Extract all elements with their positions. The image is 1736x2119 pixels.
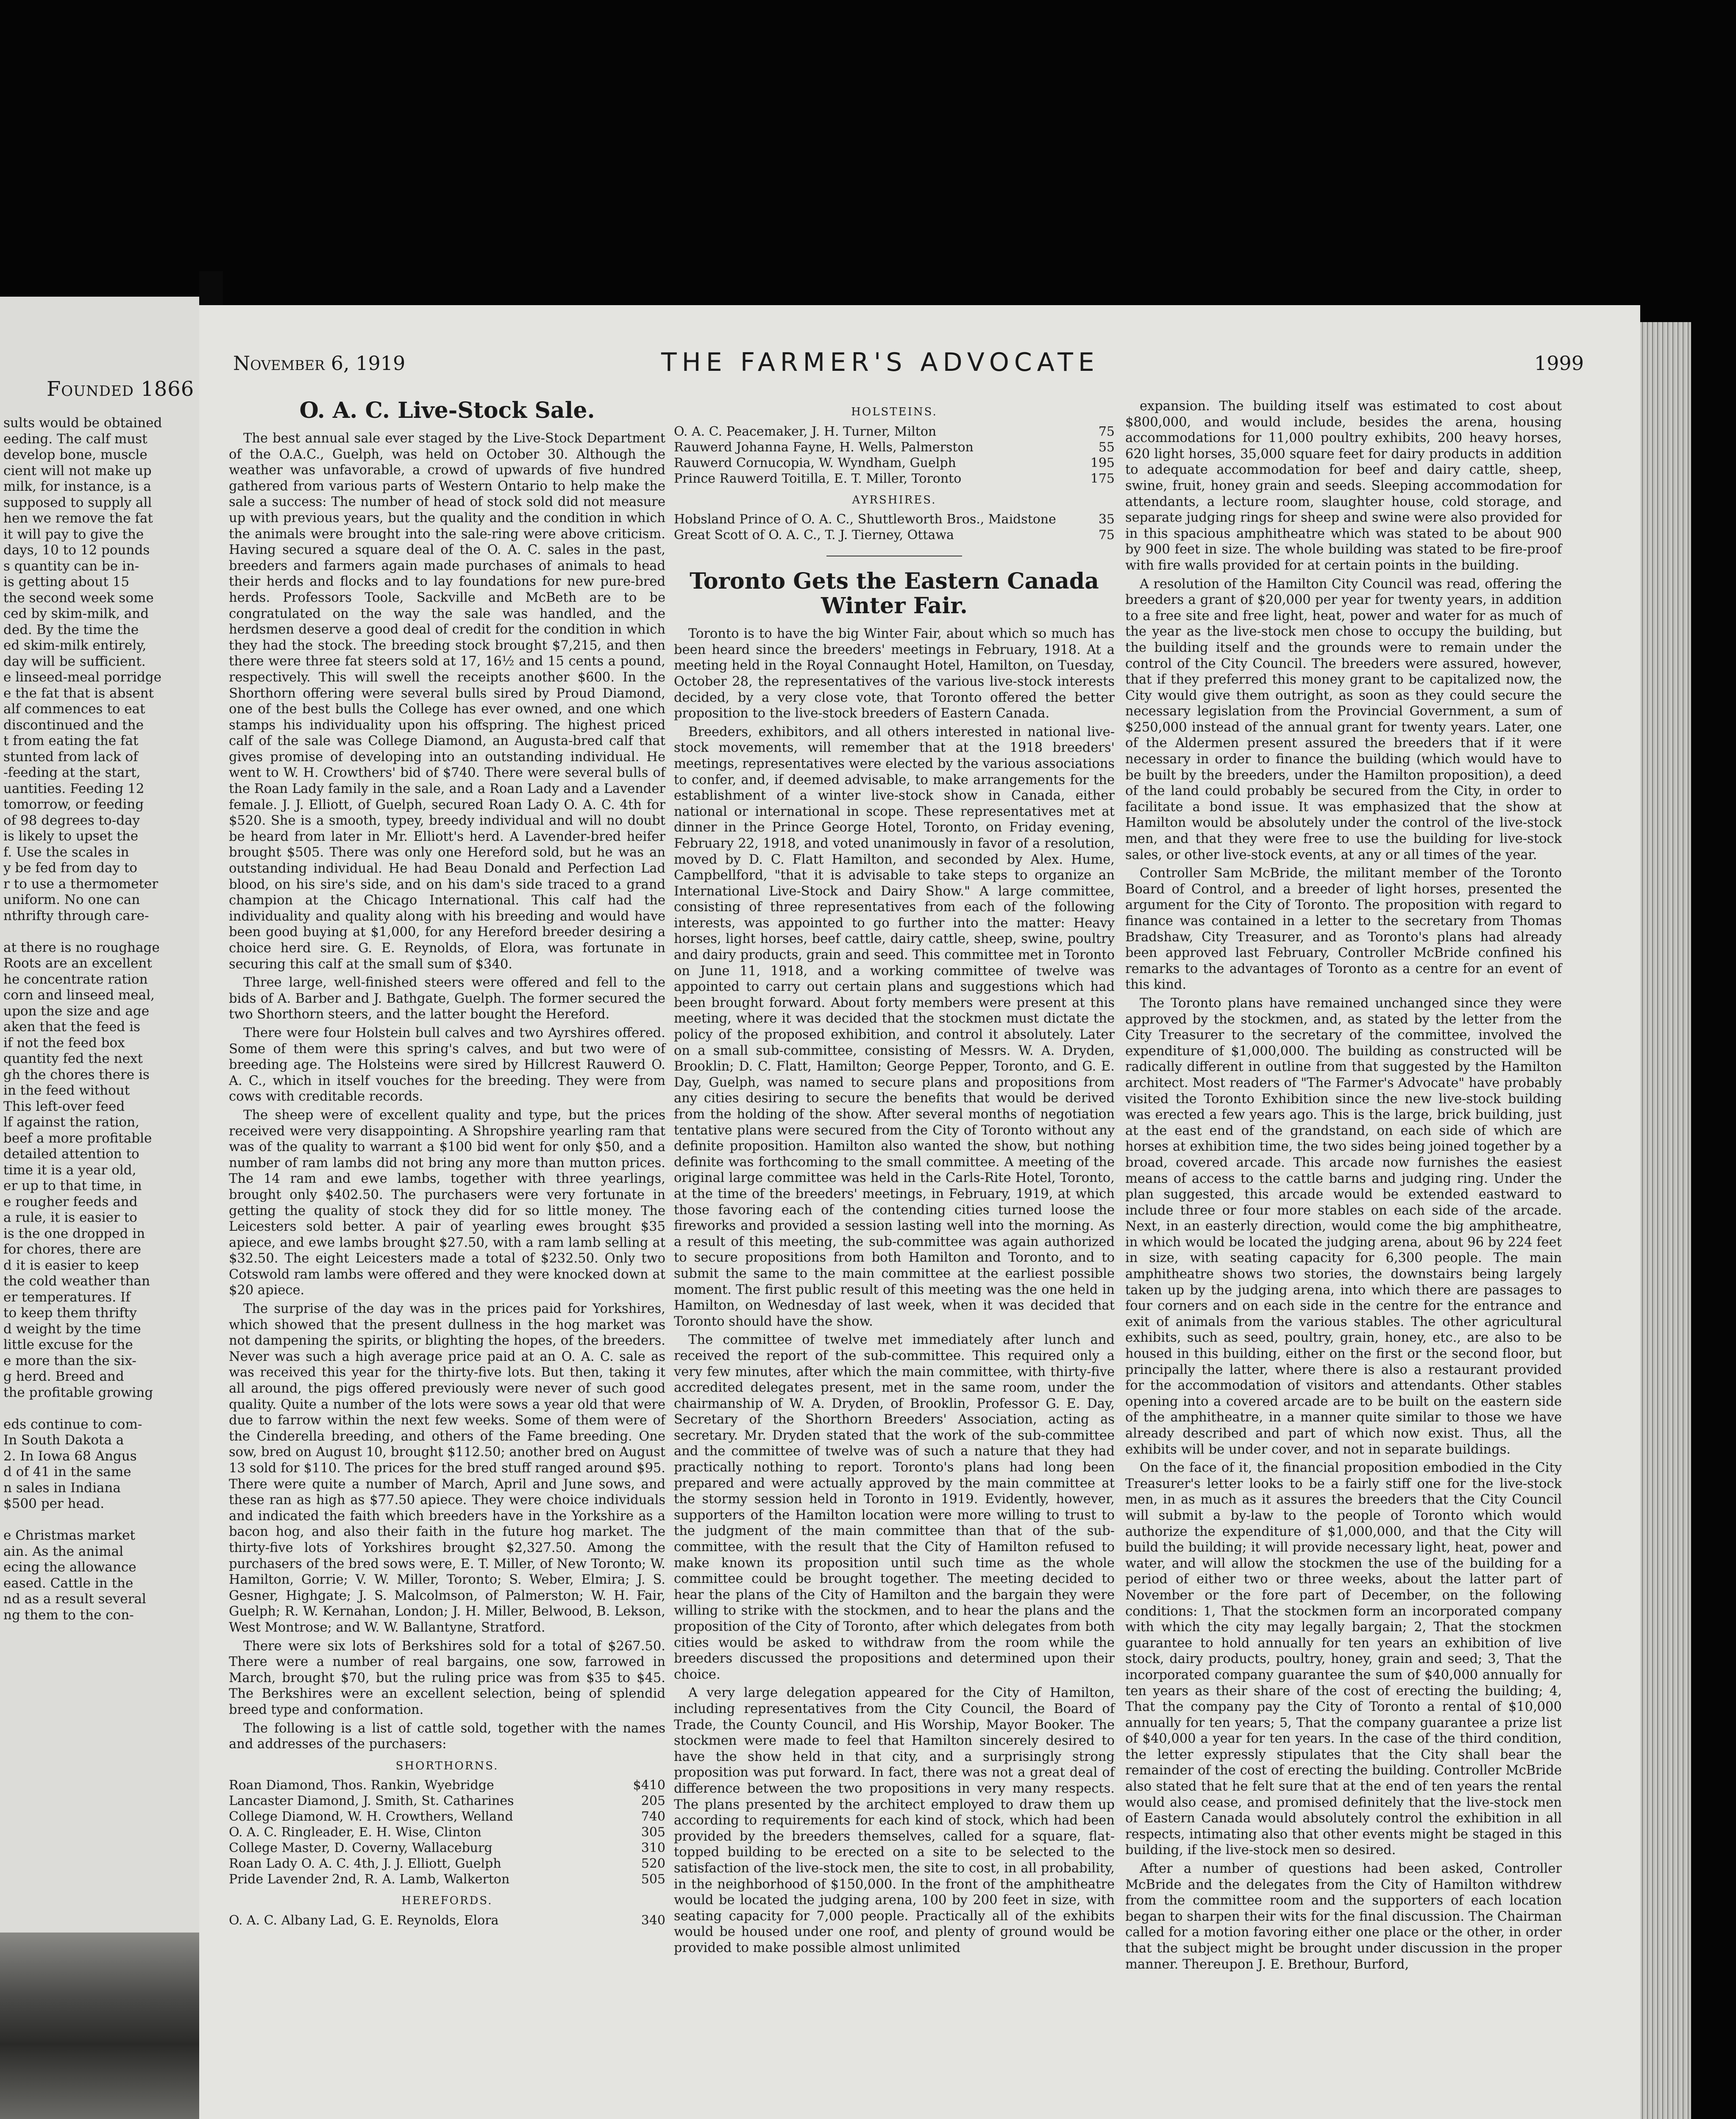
facing-page-line: er temperatures. If — [3, 1289, 131, 1305]
facing-page-line: er up to that time, in — [3, 1178, 142, 1193]
facing-page-line: if not the feed box — [3, 1035, 125, 1051]
facing-page-header: Founded 1866 — [47, 377, 195, 401]
holstein-sales-list — [674, 424, 1115, 487]
facing-page-line: ain. As the animal — [3, 1543, 123, 1559]
facing-page-line: e Christmas market — [3, 1528, 135, 1543]
facing-page-line: n sales in Indiana — [3, 1480, 121, 1496]
animal-and-buyer: Rauwerd Johanna Fayne, H. Wells, Palmerston — [674, 439, 974, 455]
sale-row — [229, 1809, 665, 1824]
facing-page-line: corn and linseed meal, — [3, 987, 155, 1003]
facing-page-line: quantity fed the next — [3, 1051, 143, 1066]
facing-page-line: alf commences to eat — [3, 701, 145, 717]
sale-row — [229, 1793, 665, 1809]
sale-price: 35 — [1098, 512, 1115, 527]
animal-and-buyer: Prince Rauwerd Toitilla, E. T. Miller, Toronto — [674, 471, 962, 486]
facing-page-line: uantities. Feeding 12 — [3, 781, 145, 796]
facing-page-line: ded. By the time the — [3, 622, 139, 637]
sale-row — [229, 1872, 665, 1887]
facing-page-line: lf against the ration, — [3, 1115, 139, 1130]
animal-and-buyer: O. A. C. Ringleader, E. H. Wise, Clinton — [229, 1825, 481, 1840]
animal-and-buyer: Lancaster Diamond, J. Smith, St. Catharines — [229, 1794, 514, 1809]
paragraph: expansion. The building itself was estimated to cost about $800,000, and would include, besides the arena, housing accommodations for 11,000 poultry exhibits, 200 heavy horses, 620 light horses, 35,000 square feet for dairy products in addition to adequate accommodation for beef and dairy cattle, sheep, swine, fruit, honey grain and seeds. Sleeping accommodation for attendants, a lecture room, slaughter house, cold storage, and separate judging rings for sheep and swine were also provided for in this spacious amphitheatre which was stated to be about 900 by 900 feet in size. The whole building was stated to be fire-proof with fire walls provided for at certain points in the building. — [1125, 399, 1562, 573]
shorthorns-heading: SHORTHORNS. — [395, 1759, 499, 1772]
sale-price: 175 — [1090, 471, 1115, 486]
facing-page-line: detailed attention to — [3, 1146, 139, 1162]
animal-and-buyer: Roan Diamond, Thos. Rankin, Wyebridge — [229, 1778, 494, 1793]
sale-price: 520 — [641, 1856, 665, 1872]
facing-page-line: d of 41 in the same — [3, 1464, 131, 1479]
facing-page-line: of 98 degrees to-day — [3, 812, 140, 828]
facing-page-line: supposed to supply all — [3, 495, 152, 510]
issue-date: November 6, 1919 — [233, 352, 406, 375]
column-2 — [674, 398, 1115, 1958]
sale-row — [674, 527, 1115, 543]
facing-page-line: the cold weather than — [3, 1274, 150, 1289]
facing-page-line: tomorrow, or feeding — [3, 797, 144, 812]
facing-page-line: This left-over feed — [3, 1098, 125, 1114]
sale-price: 75 — [1098, 528, 1115, 543]
facing-page-line: e linseed-meal porridge — [3, 670, 161, 685]
facing-page-line: f. Use the scales in — [3, 844, 129, 860]
sale-row — [674, 512, 1115, 527]
facing-page-line: ed skim-milk entirely, — [3, 638, 147, 653]
facing-page-line: g herd. Breed and — [3, 1369, 124, 1384]
sale-price: 505 — [641, 1872, 665, 1887]
facing-page-line: uniform. No one can — [3, 892, 140, 907]
facing-page-line: the second week some — [3, 590, 154, 606]
facing-page-line: in the feed without — [3, 1083, 130, 1098]
paragraph: The best annual sale ever staged by the Live-Stock Department of the O.A.C., Guelph, was held on October 30. Although the weather was unfavorable, a crowd of upwards of five hundred gathered from various parts of Western Ontario to help make the sale a success: The number of head of stock sold did not measure up with previous years, but the quality and the condition in which the animals were brought into the sale-ring were above criticism. Having secured a square deal of the O. A. C. sales in the past, breeders and farmers again made purchases of animals to head their herds and flocks and to lay foundations for new pure-bred herds. Professors Toole, Sackville and McBeth are to be congratulated on the way the sale was handled, and the herdsmen deserve a good deal of credit for the condition in which they had the stock. The breeding stock brought $7,215, and then there were three fat steers sold at 17, 16½ and 15 cents a pound, respectively. This will swell the receipts another $600. In the Shorthorn offering were several bulls sired by Proud Diamond, one of the best bulls the College has ever owned, and one which stamps his individuality upon his offspring. The highest priced calf of the sale was College Diamond, an Augusta-bred calf that gives promise of developing into an outstanding individual. He went to W. H. Crowthers' bid of $740. There were several bulls of the Roan Lady family in the sale, and a Roan Lady and a Lavender female. J. J. Elliott, of Guelph, secured Roan Lady O. A. C. 4th for $520. She is a smooth, typey, breedy individual and will no doubt be heard from later in Mr. Elliott's herd. A Lavender-bred heifer brought $505. There was only one Hereford sold, but he was an outstanding individual. He had Beau Donald and Perfection Lad blood, on his sire's side, and on his dam's side traced to a grand champion at the Chicago International. This calf had the individuality and quality along with his breeding and would have been good buying at $1,000, for any Hereford breeder desiring a choice herd sire. G. E. Reynolds, of Elora, was fortunate in securing this calf at the small sum of $340. — [229, 431, 665, 972]
article-body-toronto — [674, 626, 1115, 1956]
facing-page-line: sults would be obtained — [3, 415, 162, 431]
masthead-title: THE FARMER'S ADVOCATE — [661, 348, 1099, 377]
ayrshire-sales-list — [674, 512, 1115, 543]
facing-page-line: 2. In Iowa 68 Angus — [3, 1448, 137, 1464]
sale-price: $410 — [633, 1778, 665, 1793]
sale-price: 75 — [1098, 424, 1115, 439]
sale-row — [674, 424, 1115, 439]
animal-and-buyer: Hobsland Prince of O. A. C., Shuttleworth Bros., Maidstone — [674, 512, 1056, 527]
paragraph: The sheep were of excellent quality and type, but the prices received were very disappointing. A Shropshire yearling ram that was of the quality to warrant a $100 bid went for only $50, and a number of ram lambs did not bring any more than mutton prices. The 14 ram and ewe lambs, together with three yearlings, brought only $402.50. The purchasers were very fortunate in getting the quality of stock they did for so little money. The Leicesters sold better. A pair of yearling ewes brought $35 apiece, and ewe lambs brought $27.50, with a ram lamb selling at $32.50. The eight Leicesters made a total of $232.50. Only two Cotswold ram lambs were offered and they were knocked down at $20 apiece. — [229, 1107, 665, 1298]
facing-page-line: -feeding at the start, — [3, 765, 141, 780]
animal-and-buyer: Roan Lady O. A. C. 4th, J. J. Elliott, Guelph — [229, 1856, 501, 1872]
facing-page-line: d it is easier to keep — [3, 1257, 139, 1273]
paragraph: A resolution of the Hamilton City Council was read, offering the breeders a grant of $20,000 per year for twenty years, in addition to a free site and free light, heat, power and water for as much of the year as the live-stock men chose to occupy the building, but the building itself and the grounds were to remain under the control of the City Council. The breeders were assured, however, that if they preferred this money grant to be capitalized now, the City would give them outright, as soon as they could secure the necessary legislation from the Provincial Government, a sum of $250,000 instead of the annual grant for twenty years. Later, one of the Aldermen present assured the breeders that if it were necessary in order to finance the building (which would have to be built by the breeders, under the Hamilton proposition), a deed of the land could probably be secured from the City, in order to facilitate a bond issue. It was emphasized that the show at Hamilton would be absolutely under the control of the live-stock men, and that they were free to use the building for live-stock sales, or other live-stock events, at any or all times of the year. — [1125, 576, 1562, 862]
facing-page-line: a rule, it is easier to — [3, 1210, 137, 1225]
paragraph: Toronto is to have the big Winter Fair, about which so much has been heard since the breeders' meetings in February, 1918. At a meeting held in the Royal Connaught Hotel, Hamilton, on Tuesday, October 28, the representatives of the various live-stock interests decided, by a very close vote, that Toronto offered the better proposition to the live-stock breeders of Eastern Canada. — [674, 626, 1115, 721]
ayrshires-heading: AYRSHIRES. — [852, 493, 937, 506]
facing-page-line: milk, for instance, is a — [3, 479, 151, 494]
article-body-oac — [229, 431, 665, 1752]
article-body-toronto-continued — [1125, 398, 1562, 1972]
facing-page-line: little excuse for the — [3, 1337, 133, 1352]
column-3 — [1125, 398, 1562, 1975]
facing-page-line: t from eating the fat — [3, 733, 139, 748]
sale-row — [229, 1856, 665, 1872]
facing-page-line: aken that the feed is — [3, 1019, 140, 1034]
facing-page-line: he concentrate ration — [3, 971, 148, 987]
magazine-page — [199, 305, 1640, 2119]
animal-and-buyer: Pride Lavender 2nd, R. A. Lamb, Walkerton — [229, 1872, 510, 1887]
facing-page-line: Roots are an excellent — [3, 956, 152, 971]
facing-page-line: beef a more profitable — [3, 1130, 152, 1146]
sale-row — [229, 1777, 665, 1793]
facing-page-line: e more than the six- — [3, 1353, 136, 1368]
article-title-toronto-fair: Toronto Gets the Eastern Canada Winter Fair. — [690, 568, 1099, 619]
facing-page-line: s quantity can be in- — [3, 558, 139, 574]
paragraph: On the face of it, the financial proposition embodied in the City Treasurer's letter looks to be a fairly stiff one for the live-stock men, in as much as it assures the breeders that the City Council will submit a by-law to the people of Toronto which would authorize the expenditure of $1,000,000, and that the City will build the building; it will provide necessary light, heat, power and water, and will allow the stockmen the use of the building for a period of either two or three weeks, about the latter part of November or the fore part of December, on the following conditions: 1, That the stockmen form an incorporated company with which the city may legally bargain; 2, That the stockmen guarantee to hold annually for ten years an exhibition of live stock, dairy products, poultry, honey, grain and seed; 3, That the incorporated company guarantee the sum of $40,000 annually for ten years as their share of the cost of erecting the building; 4, That the company pay the City of Toronto a rental of $10,000 annually for ten years; 5, That the company guarantee a prize list of $40,000 a year for ten years. In the case of the third condition, the letter expressly stipulates that the City shall bear the remainder of the cost of erecting the building. Controller McBride also stated that he felt sure that at the end of ten years the rental would also cease, and promised definitely that the live-stock men of Eastern Canada would absolutely control the exhibition in all respects, intimating also that other events might be staged in this building, if the live-stock men so desired. — [1125, 1460, 1562, 1858]
sale-row — [229, 1913, 665, 1928]
facing-page-line: discontinued and the — [3, 717, 144, 733]
facing-page-line: eds continue to com- — [3, 1416, 142, 1432]
sale-price: 740 — [641, 1809, 665, 1824]
facing-page-line: days, 10 to 12 pounds — [3, 542, 150, 558]
sale-row — [229, 1840, 665, 1856]
facing-page-line: eased. Cattle in the — [3, 1575, 134, 1591]
paragraph: The committee of twelve met immediately after lunch and received the report of the sub-committee. This required only a very few minutes, after which the main committee, with thirty-five accredited delegates present, met in the same room, under the chairmanship of W. A. Dryden, of Brooklin, Professor G. E. Day, Secretary of the Shorthorn Breeders' Association, acting as secretary. Mr. Dryden stated that the work of the sub-committee and the committee of twelve was of such a nature that they had practically nothing to report. Toronto's plans had long been prepared and were actually approved by the main committee at the stormy session held in Toronto in 1919. Evidently, however, supporters of the Hamilton location were more willing to trust to the judgment of the main committee than that of the sub-committee, with the result that the City of Hamilton refused to make known its proposition until such time as the whole committee could be brought together. The meeting decided to hear the plans of the City of Hamilton and the bargain they were willing to strike with the stockmen, and to hear the plans and the proposition of the City of Toronto, after which delegates from both cities would be asked to withdraw from the room while the breeders discussed the propositions and determined upon their choice. — [674, 1332, 1115, 1682]
facing-page-fragment — [0, 297, 199, 2119]
animal-and-buyer: O. A. C. Albany Lad, G. E. Reynolds, Elora — [229, 1913, 499, 1928]
facing-page-line: nd as a result several — [3, 1591, 146, 1607]
shorthorn-sales-list — [229, 1777, 665, 1887]
sale-row — [674, 439, 1115, 455]
facing-page-line: ecing the allowance — [3, 1560, 136, 1575]
facing-page-line: day will be sufficient. — [3, 653, 146, 669]
herefords-heading: HEREFORDS. — [401, 1894, 493, 1908]
facing-page-line: nthrifty through care- — [3, 908, 149, 923]
facing-page-line: y be fed from day to — [3, 860, 137, 876]
facing-page-line: ced by skim-milk, and — [3, 606, 149, 621]
sale-row — [674, 455, 1115, 471]
facing-page-line: In South Dakota a — [3, 1432, 124, 1448]
animal-and-buyer: O. A. C. Peacemaker, J. H. Turner, Milton — [674, 424, 937, 439]
article-title-oac-sale: O. A. C. Live-Stock Sale. — [299, 398, 595, 423]
paragraph: Breeders, exhibitors, and all others interested in national live-stock movements, will remember that at the 1918 breeders' meetings, representatives were elected by the various associations to confer, and, if deemed advisable, to make arrangements for the establishment of a winter live-stock show in Canada, either national or international in scope. These representatives met at dinner in the Prince George Hotel, Toronto, on Friday evening, February 22, 1918, and voted unanimously in favor of a resolution, moved by D. C. Flatt Hamilton, and seconded by Alex. Hume, Campbellford, "that it is advisable to take steps to organize an International Live-Stock and Dairy Show." A large committee, consisting of three representatives from each of the following interests, was appointed to go further into the matter: Heavy horses, light horses, beef cattle, dairy cattle, sheep, swine, poultry and dairy products, grain and seed. This committee met in Toronto on June 11, 1918, and a working committee of twelve was appointed to carry out certain plans and suggestions which had been brought forward. About forty members were present at this meeting, where it was decided that the stockmen must dictate the policy of the proposed exhibition, and control it absolutely. Later on a small sub-committee, consisting of Messrs. W. A. Dryden, Brooklin; D. C. Flatt, Hamilton; George Pepper, Toronto, and G. E. Day, Guelph, was named to secure plans and propositions from any cities desiring to secure the benefits that would be derived from the holding of the show. After several months of negotiation tentative plans were secured from the City of Toronto without any definite proposition. Hamilton also wanted the show, but nothing definite was forthcoming to the small committee. A meeting of the original large committee was held in the Carls-Rite Hotel, Toronto, at the time of the breeders' meetings, in February, 1919, at which those favoring each of the contending cities turned loose the fireworks and provided a session lasting well into the morning. As a result of this meeting, the sub-committee was again authorized to secure propositions from both Hamilton and Toronto, and to submit the same to the main committee at the earliest possible moment. The first public result of this meeting was the one held in Hamilton, on Wednesday of last week, when it was decided that Toronto should have the show. — [674, 724, 1115, 1329]
facing-page-line: e the fat that is absent — [3, 685, 154, 701]
facing-page-line: eeding. The calf must — [3, 431, 147, 447]
animal-and-buyer: College Master, D. Coverny, Wallaceburg — [229, 1841, 492, 1856]
sale-price: 305 — [641, 1825, 665, 1840]
paragraph: After a number of questions had been asked, Controller McBride and the delegates from the City of Hamilton withdrew from the committee room and the supporters of each location began to sharpen their wits for the final discussion. The Chairman called for a motion favoring either one place or the other, in order that the subject might be brought under discussion in the proper manner. Thereupon J. E. Brethour, Burford, — [1125, 1861, 1562, 1972]
holsteins-heading: HOLSTEINS. — [851, 406, 938, 418]
paragraph: There were four Holstein bull calves and two Ayrshires offered. Some of them were this spring's calves, and but two were of breeding age. The Holsteins were sired by Hillcrest Rauwerd O. A. C., which in itself vouches for the breeding. They were from cows with creditable records. — [229, 1025, 665, 1104]
sale-row — [674, 471, 1115, 487]
facing-page-line: r to use a thermometer — [3, 876, 159, 892]
paragraph: A very large delegation appeared for the City of Hamilton, including representatives from the City Council, the Board of Trade, the County Council, and His Worship, Mayor Booker. The stockmen were made to feel that Hamilton sincerely desired to have the show held in that city, and a surprisingly strong proposition was put forward. In fact, there was not a great deal of difference between the two propositions in very many respects. The plans presented by the architect employed to draw them up according to requirements for each kind of stock, which had been provided by the breeders themselves, called for a square, flat-topped building to be erected on a site to be selected to the satisfaction of the live-stock men, the site to cost, in all probability, in the neighborhood of $150,000. In the front of the amphitheatre would be located the judging arena, 100 by 200 feet in size, with seating capacity for 7,000 people. Practically all of the exhibits would be housed under one roof, and plenty of ground would be provided to make possible almost unlimited — [674, 1685, 1115, 1955]
facing-page-line: upon the size and age — [3, 1003, 150, 1019]
page-number: 1999 — [1534, 352, 1584, 375]
facing-page-line: is the one dropped in — [3, 1226, 145, 1241]
sale-price: 55 — [1098, 439, 1115, 455]
facing-page-line: ng them to the con- — [3, 1607, 134, 1623]
facing-page-line: $500 per head. — [3, 1496, 105, 1511]
paragraph: The Toronto plans have remained unchanged since they were approved by the stockmen, and, as stated by the letter from the City Treasurer to the secretary of the committee, involved the expenditure of $1,000,000. The building as constructed will be radically different in outline from that suggested by the Hamilton architect. Most readers of "The Farmer's Advocate" have probably visited the Toronto Exhibition since the new live-stock building was erected a few years ago. This is the large, brick building, just at the east end of the grandstand, on each side of which are horses at exhibition time, the two sides being joined together by a broad, covered arcade. This arcade now furnishes the easiest means of access to the cattle barns and judging ring. Under the plan suggested, this arcade would be extended eastward to include three or four more stables on each side of the arcade. Next, in an easterly direction, would come the big amphitheatre, in which would be located the judging arena, about 96 by 224 feet in size, with seating capacity for 6,300 people. The main amphitheatre shows two stories, the downstairs being largely taken up by the judging arena, into which there are passages to four corners and on each side in the centre for the entrance and exit of animals from the various stables. The other agricultural exhibits, such as seed, poultry, grain, honey, etc., are also to be housed in this building, either on the first or the second floor, but principally the latter, where there is also a restaurant provided for the accommodation of visitors and attendants. Other stables opening into a covered arcade are to be built on the eastern side of the amphitheatre, in a manner quite similar to those we have already described and part of which now exist. Thus, all the exhibits will be under cover, and not in separate buildings. — [1125, 996, 1562, 1457]
facing-page-line: is likely to upset the — [3, 829, 139, 844]
facing-page-line: e rougher feeds and — [3, 1194, 138, 1210]
hereford-sales-list — [229, 1913, 665, 1928]
cattle-photo-fragment — [0, 1933, 199, 2119]
facing-page-line: develop bone, muscle — [3, 447, 147, 462]
facing-page-line: is getting about 15 — [3, 574, 130, 590]
facing-page-line: cient will not make up — [3, 463, 152, 478]
paragraph: Controller Sam McBride, the militant member of the Toronto Board of Control, and a breeder of light horses, presented the argument for the City of Toronto. The proposition with regard to finance was contained in a letter to the secretary from Thomas Bradshaw, City Treasurer, and as Toronto's plans had already been approved last February, Controller McBride confined his remarks to the advantages of Toronto as a centre for an event of this kind. — [1125, 866, 1562, 993]
animal-and-buyer: Rauwerd Cornucopia, W. Wyndham, Guelph — [674, 455, 956, 470]
sale-price: 310 — [641, 1841, 665, 1856]
sale-price: 340 — [641, 1913, 665, 1928]
facing-page-line: for chores, there are — [3, 1242, 142, 1257]
facing-page-line: to keep them thrifty — [3, 1305, 137, 1321]
paragraph: The following is a list of cattle sold, together with the names and addresses of the purchasers: — [229, 1721, 665, 1752]
facing-page-line: d weight by the time — [3, 1321, 141, 1337]
paragraph: There were six lots of Berkshires sold for a total of $267.50. There were a number of real bargains, one sow, farrowed in March, brought $70, but the ruling price was from $35 to $45. The Berkshires were an excellent selection, being of splendid breed type and conformation. — [229, 1638, 665, 1717]
paragraph: Three large, well-finished steers were offered and fell to the bids of A. Barber and J. Bathgate, Guelph. The former secured the two Shorthorn steers, and the latter bought the Hereford. — [229, 975, 665, 1022]
facing-page-line: gh the chores there is — [3, 1067, 150, 1082]
facing-page-line: time it is a year old, — [3, 1162, 136, 1178]
animal-and-buyer: Great Scott of O. A. C., T. J. Tierney, Ottawa — [674, 528, 954, 543]
facing-page-line: the profitable growing — [3, 1385, 153, 1400]
facing-page-line: hen we remove the fat — [3, 511, 153, 526]
facing-page-line: stunted from lack of — [3, 749, 138, 765]
facing-page-line: it will pay to give the — [3, 526, 144, 542]
sale-price: 195 — [1090, 455, 1115, 470]
sale-row — [229, 1824, 665, 1840]
facing-page-line: at there is no roughage — [3, 940, 160, 955]
column-1 — [229, 398, 665, 1928]
animal-and-buyer: College Diamond, W. H. Crowthers, Welland — [229, 1809, 513, 1824]
sale-price: 205 — [641, 1794, 665, 1809]
paragraph: The surprise of the day was in the prices paid for Yorkshires, which showed that the present dullness in the hog market was not dampening the spirits, or blighting the hopes, of the breeders. Never was such a high average price paid at an O. A. C. sale as was received this year for the thirty-five lots. But then, taking it all around, the pigs offered previously were never of such good quality. Quite a number of the lots were sows a year old that were due to farrow within the next few weeks. Some of them were of the Cinderella breeding, and others of the Fame breeding. One sow, bred on August 10, brought $112.50; another bred on August 13 sold for $110. The prices for the bred stuff ranged around $95. There were quite a number of March, April and June sows, and these ran as high as $77.50 apiece. They were choice individuals and indicated the faith which breeders have in the Yorkshire as a bacon hog, and also their faith in the future hog market. The thirty-five lots of Yorkshires brought $2,327.50. Among the purchasers of the bred sows were, E. T. Miller, of New Toronto; W. Hamilton, Gorrie; V. W. Miller, Toronto; S. Weber, Elmira; J. S. Gesner, Highgate; J. S. Malcolmson, of Palmerston; W. H. Fair, Guelph; R. W. Kernahan, London; J. H. Miller, Belwood, B. Lekson, West Montrose; and W. W. Ballantyne, Stratford. — [229, 1301, 665, 1635]
